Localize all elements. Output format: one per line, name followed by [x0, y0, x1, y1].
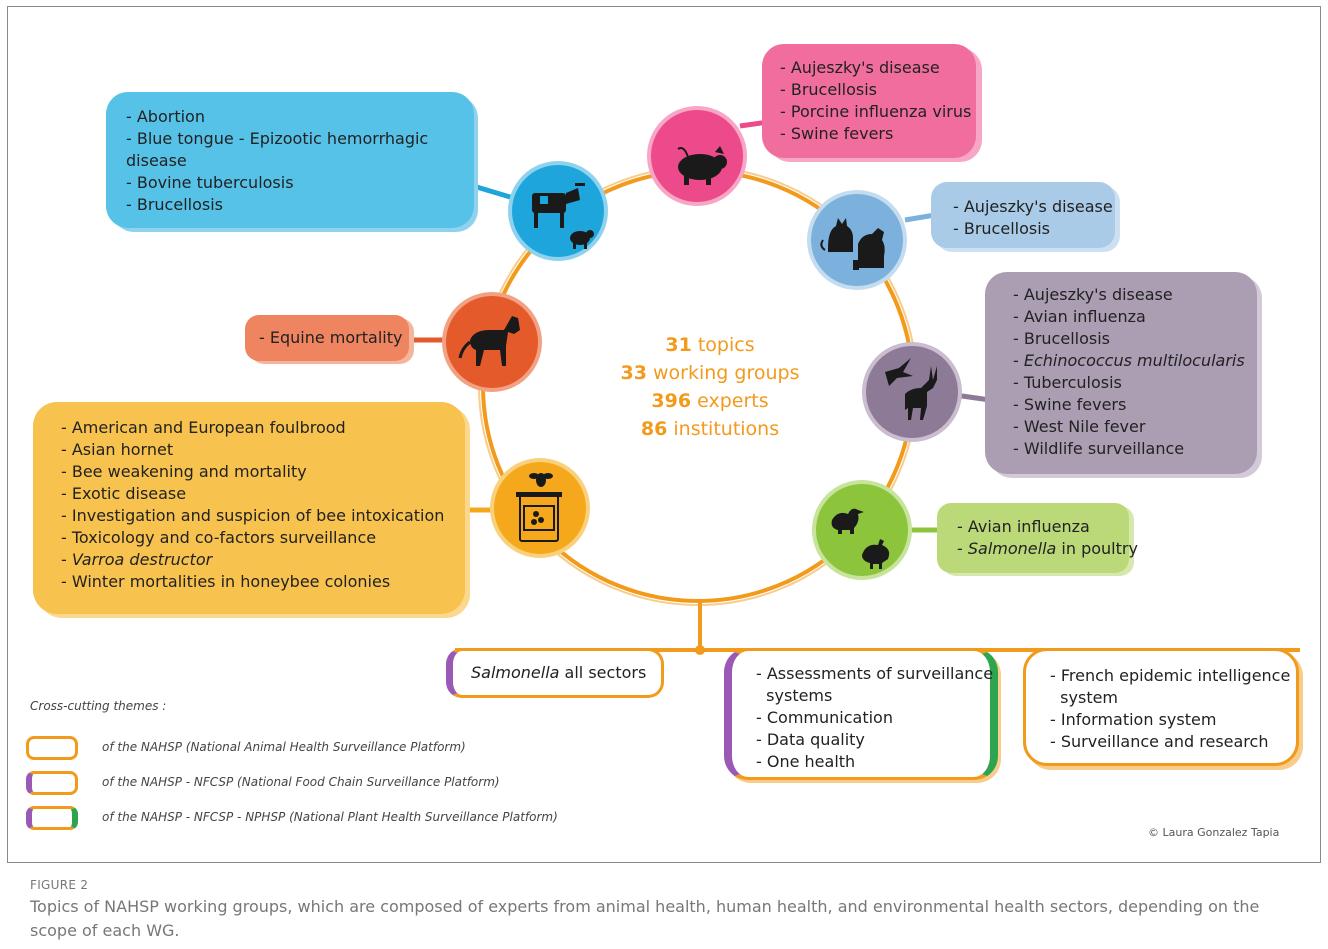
- stat-working-groups: 33 working groups: [620, 362, 800, 384]
- list-item: - Aujeszky's disease: [1013, 285, 1173, 304]
- list-item: - Tuberculosis: [1013, 373, 1122, 392]
- list-item: - Data quality: [756, 730, 865, 749]
- list-item: - Bee weakening and mortality: [61, 462, 307, 481]
- list-item: - Asian hornet: [61, 440, 174, 459]
- list-item: - Porcine influenza virus: [780, 102, 972, 121]
- legend-swatch-orange-purple-green: [26, 806, 78, 830]
- list-item: - Equine mortality: [259, 328, 403, 347]
- italic-term: Varroa destructor: [71, 550, 213, 569]
- stat-institutions: 86 institutions: [640, 418, 780, 440]
- pig-node: [647, 106, 747, 206]
- legend-text: of the NAHSP - NFCSP (National Food Chain Surveillance Platform): [102, 775, 500, 789]
- dash: -: [61, 550, 72, 569]
- list-item: - One health: [756, 752, 856, 771]
- figure-label: FIGURE 2: [30, 878, 89, 892]
- list-item: - Brucellosis: [953, 219, 1050, 238]
- figure-caption: Topics of NAHSP working groups, which are composed of experts from animal health, human health, and environmental health sectors, depending on the scope of each WG.: [30, 897, 1260, 940]
- list-item: - West Nile fever: [1013, 417, 1146, 436]
- pets-diseases-box: [931, 182, 1115, 248]
- italic-term: Salmonella: [471, 663, 560, 682]
- list-item: - Brucellosis: [1013, 329, 1110, 348]
- cross-theme-right-box: [1023, 648, 1299, 766]
- poultry-node: [812, 480, 912, 580]
- list-item: - Aujeszky's disease: [953, 197, 1113, 216]
- list-item: system: [1050, 688, 1119, 707]
- legend-text: of the NAHSP (National Animal Health Surveillance Platform): [102, 740, 466, 754]
- salmonella-box: [446, 648, 664, 698]
- list-item: - French epidemic intelligence: [1050, 666, 1291, 685]
- stat-experts: 396 experts: [651, 390, 769, 412]
- list-item: - Exotic disease: [61, 484, 187, 503]
- list-item: - Wildlife surveillance: [1013, 439, 1185, 458]
- list-item: - Blue tongue - Epizootic hemorrhagic: [126, 129, 429, 148]
- stat-topics: 31 topics: [665, 334, 755, 356]
- legend-text: of the NAHSP - NFCSP - NPHSP (National Plant Health Surveillance Platform): [102, 810, 558, 824]
- list-item: [61, 549, 465, 571]
- cross-theme-mid-box: [724, 648, 998, 780]
- list-item: - Communication: [756, 708, 893, 727]
- list-item: - Surveillance and research: [1050, 732, 1269, 751]
- list-item: - Winter mortalities in honeybee colonies: [61, 572, 391, 591]
- copyright: © Laura Gonzalez Tapia: [1148, 826, 1280, 839]
- list-item: [1013, 350, 1257, 372]
- list-item: [957, 538, 1138, 560]
- cattle-node: [508, 161, 608, 261]
- legend-title: Cross-cutting themes :: [30, 699, 167, 713]
- italic-term: Salmonella: [967, 539, 1057, 558]
- list-item: - Aujeszky's disease: [780, 58, 940, 77]
- pig-diseases-box: [762, 44, 976, 158]
- cattle-diseases-box: [106, 92, 474, 228]
- list-item: - Bovine tuberculosis: [126, 173, 294, 192]
- list-item: - Assessments of surveillance: [756, 664, 994, 683]
- italic-term: Echinococcus multilocularis: [1023, 351, 1245, 370]
- list-item: - Toxicology and co-factors surveillance: [61, 528, 377, 547]
- list-item: - American and European foulbrood: [61, 418, 346, 437]
- list-item: - Brucellosis: [780, 80, 877, 99]
- list-item: - Investigation and suspicion of bee intoxication: [61, 506, 445, 525]
- legend-swatch-orange: [26, 736, 78, 760]
- term-rest: all sectors: [559, 663, 647, 682]
- list-item: - Brucellosis: [126, 195, 223, 214]
- dash: -: [957, 539, 968, 558]
- poultry-diseases-box: [937, 503, 1138, 573]
- horse-node: [442, 292, 542, 392]
- list-item: - Swine fevers: [780, 124, 894, 143]
- center-stats: [580, 331, 840, 443]
- horse-diseases-box: [245, 315, 409, 361]
- list-item: - Avian influenza: [957, 517, 1090, 536]
- wildlife-node: [862, 342, 962, 442]
- list-item: - Avian influenza: [1013, 307, 1146, 326]
- bees-diseases-box: [33, 402, 465, 614]
- list-item: disease: [126, 151, 187, 170]
- wildlife-diseases-box: [985, 272, 1257, 474]
- list-item: - Information system: [1050, 710, 1217, 729]
- list-item: systems: [756, 686, 833, 705]
- pets-node: [807, 190, 907, 290]
- list-item: - Swine fevers: [1013, 395, 1127, 414]
- bees-node: [490, 458, 590, 558]
- list-item: - Abortion: [126, 107, 205, 126]
- dash: -: [1013, 351, 1024, 370]
- term-rest: in poultry: [1056, 539, 1138, 558]
- legend-swatch-orange-purple: [26, 771, 78, 795]
